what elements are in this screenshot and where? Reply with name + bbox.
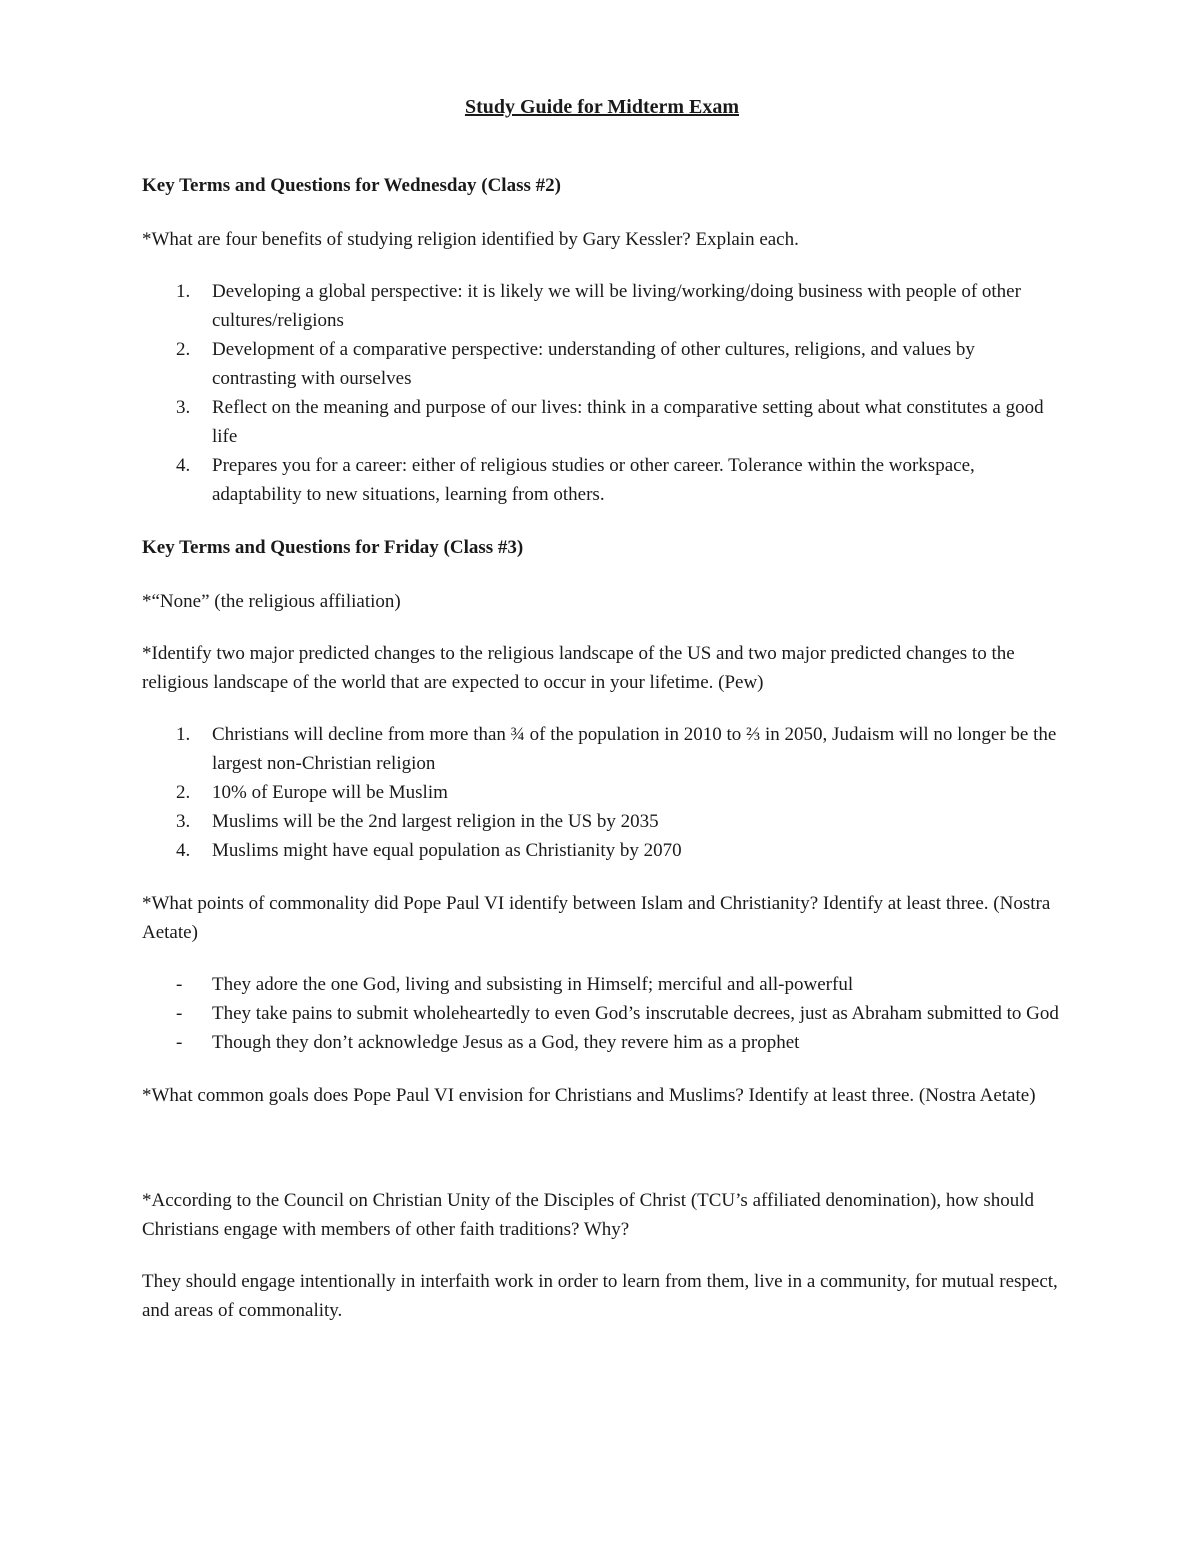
list-item bbox=[142, 277, 1062, 335]
list-number: 1. bbox=[176, 724, 191, 745]
list-number: 2. bbox=[176, 782, 191, 803]
answer-council: They should engage intentionally in interfaith work in order to learn from them, live in a community, for mutual respect, and areas of commonality. bbox=[142, 1271, 1058, 1321]
kessler-answer-list bbox=[142, 277, 1062, 509]
list-number: 4. bbox=[176, 455, 191, 476]
commonality-answer-list bbox=[142, 970, 1062, 1057]
list-item-text: Though they don’t acknowledge Jesus as a God, they revere him as a prophet bbox=[212, 1032, 800, 1053]
list-item-text: Muslims might have equal population as Christianity by 2070 bbox=[212, 840, 682, 861]
term-none: *“None” (the religious affiliation) bbox=[142, 591, 401, 612]
list-dash: - bbox=[176, 1032, 183, 1053]
list-item-text: Christians will decline from more than ¾ of the population in 2010 to ⅔ in 2050, Judaism will no longer be the largest non-Christian religion bbox=[212, 724, 1057, 774]
list-item-text: They take pains to submit wholeheartedly to even God’s inscrutable decrees, just as Abraham submitted to God bbox=[212, 1003, 1059, 1024]
list-item bbox=[142, 720, 1062, 778]
list-item-text: Development of a comparative perspective: understanding of other cultures, religions, and values by contrasting with ourselves bbox=[212, 339, 975, 389]
list-item bbox=[142, 836, 1062, 865]
list-dash: - bbox=[176, 1003, 183, 1024]
list-item-text: Prepares you for a career: either of religious studies or other career. Tolerance within the workspace, adaptability to new situations, learning from others. bbox=[212, 455, 975, 505]
list-item-text: Muslims will be the 2nd largest religion in the US by 2035 bbox=[212, 811, 659, 832]
list-number: 3. bbox=[176, 811, 191, 832]
document-title: Study Guide for Midterm Exam bbox=[464, 96, 740, 118]
list-dash: - bbox=[176, 974, 183, 995]
list-item-text: 10% of Europe will be Muslim bbox=[212, 782, 448, 803]
list-item-text: Developing a global perspective: it is likely we will be living/working/doing business with people of other cultures/religions bbox=[212, 281, 1021, 331]
heading-wednesday: Key Terms and Questions for Wednesday (Class #2) bbox=[142, 175, 561, 196]
blank-answer-space bbox=[142, 1133, 1062, 1186]
list-number: 4. bbox=[176, 840, 191, 861]
question-council: *According to the Council on Christian Unity of the Disciples of Christ (TCU’s affiliated denomination), how should Christians engage with members of other faith traditions? Why? bbox=[142, 1190, 1034, 1240]
list-item bbox=[142, 335, 1062, 393]
document-page bbox=[142, 92, 1062, 1348]
question-commonality: *What points of commonality did Pope Paul VI identify between Islam and Christianity? Identify at least three. (Nostra Aetate) bbox=[142, 893, 1051, 943]
list-item-text: Reflect on the meaning and purpose of our lives: think in a comparative setting about what constitutes a good life bbox=[212, 397, 1044, 447]
list-item bbox=[142, 807, 1062, 836]
list-item bbox=[142, 970, 1062, 999]
question-goals: *What common goals does Pope Paul VI envision for Christians and Muslims? Identify at least three. (Nostra Aetate) bbox=[142, 1085, 1036, 1106]
list-item bbox=[142, 451, 1062, 509]
question-kessler: *What are four benefits of studying religion identified by Gary Kessler? Explain each. bbox=[142, 229, 799, 250]
list-item bbox=[142, 778, 1062, 807]
pew-answer-list bbox=[142, 720, 1062, 865]
list-number: 3. bbox=[176, 397, 191, 418]
question-pew: *Identify two major predicted changes to the religious landscape of the US and two major predicted changes to the religious landscape of the world that are expected to occur in your lifetime. (Pew) bbox=[142, 643, 1015, 693]
list-number: 1. bbox=[176, 281, 191, 302]
list-item bbox=[142, 1028, 1062, 1057]
list-item-text: They adore the one God, living and subsisting in Himself; merciful and all-powerful bbox=[212, 974, 854, 995]
heading-friday: Key Terms and Questions for Friday (Class #3) bbox=[142, 537, 524, 558]
list-item bbox=[142, 999, 1062, 1028]
list-item bbox=[142, 393, 1062, 451]
list-number: 2. bbox=[176, 339, 191, 360]
